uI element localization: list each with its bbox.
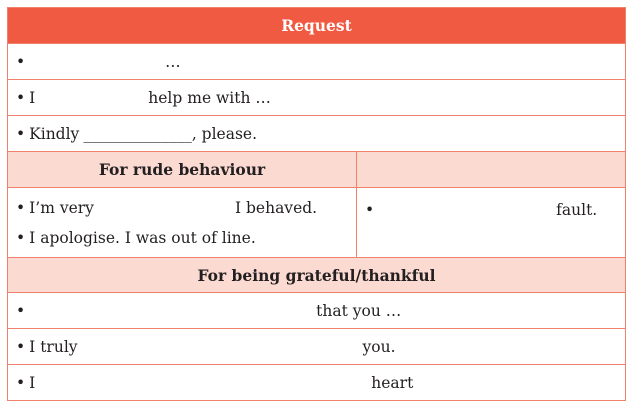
bullet: • xyxy=(365,200,375,219)
grateful-header: For being grateful/thankful xyxy=(8,258,625,292)
rude-right-cell xyxy=(357,188,625,257)
grateful-cell-1 xyxy=(8,293,625,328)
bullet: • xyxy=(16,301,26,320)
grateful-3-start: I xyxy=(29,373,36,392)
request-row-3 xyxy=(8,115,625,151)
request-2-start: I xyxy=(29,88,36,107)
rude-content-row xyxy=(8,187,625,257)
grateful-2-ending: you. xyxy=(362,337,396,356)
rude-header-row xyxy=(8,151,625,187)
bullet: • xyxy=(16,88,26,107)
request-3-start: Kindly xyxy=(29,124,80,143)
rude-behaviour-header: For rude behaviour xyxy=(8,152,357,187)
grateful-cell-2 xyxy=(8,329,625,364)
bullet: • xyxy=(16,199,26,217)
right-1-ending: fault. xyxy=(556,200,598,219)
request-header-row xyxy=(8,8,625,43)
grateful-2-start: I truly xyxy=(29,337,78,356)
grateful-row-3 xyxy=(8,364,625,400)
request-row-2 xyxy=(8,79,625,115)
request-3-ending: , please. xyxy=(191,124,258,143)
grateful-cell-3 xyxy=(8,365,625,400)
bullet: • xyxy=(16,337,26,356)
rude-1-ending: I behaved. xyxy=(234,199,318,217)
rude-line-1 xyxy=(16,197,317,219)
grateful-row-1 xyxy=(8,292,625,328)
rude-1-start: I’m very xyxy=(29,199,94,217)
grateful-1-ending: that you … xyxy=(316,301,402,320)
request-row-1 xyxy=(8,43,625,79)
bullet: • xyxy=(16,52,26,71)
grateful-row-2 xyxy=(8,328,625,364)
request-1-ending: … xyxy=(165,52,181,71)
request-header: Request xyxy=(8,8,625,43)
rude-left-cell xyxy=(8,188,357,257)
grateful-header-row xyxy=(8,257,625,292)
request-cell-3 xyxy=(8,116,625,151)
grateful-3-ending: heart xyxy=(371,373,414,392)
rude-line-2 xyxy=(16,227,256,249)
phrases-table xyxy=(7,7,626,401)
right-subheader xyxy=(357,152,625,187)
right-line-1 xyxy=(365,197,597,222)
request-cell-1 xyxy=(8,44,625,79)
request-2-ending: help me with … xyxy=(148,88,271,107)
rude-2-text: I apologise. I was out of line. xyxy=(29,229,256,247)
bullet: • xyxy=(16,373,26,392)
bullet: • xyxy=(16,124,26,143)
bullet: • xyxy=(16,229,26,247)
request-cell-2 xyxy=(8,80,625,115)
fill-in-blank: ______________ xyxy=(83,124,192,143)
